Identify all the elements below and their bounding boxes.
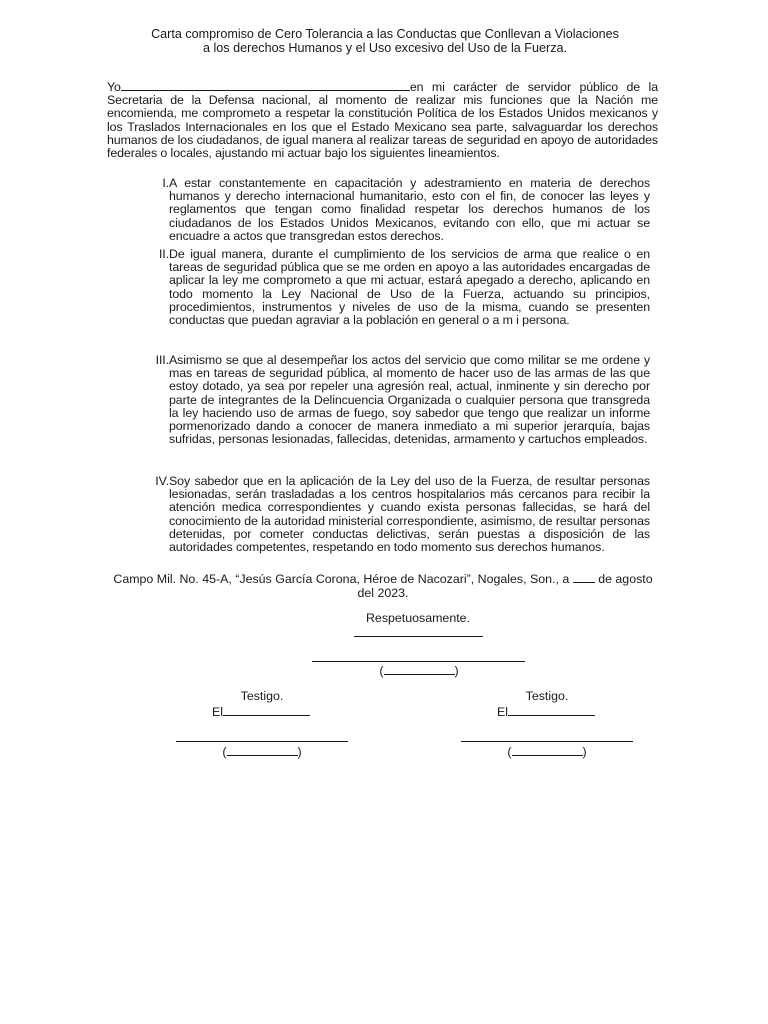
- witness-2-rank: El: [497, 705, 599, 719]
- witness-2-name-parentheses: ( ): [507, 745, 587, 759]
- guideline-item-3: [150, 354, 650, 446]
- intro-prefix: Yo: [107, 80, 121, 94]
- witness-1-rank: El: [212, 705, 314, 719]
- item-number: III.: [155, 353, 169, 367]
- witness-1-label: Testigo.: [240, 689, 284, 703]
- guideline-item-1: [150, 177, 650, 243]
- item-number: II.: [158, 247, 169, 261]
- item-text: Asimismo se que al desempeñar los actos del servicio que como militar se me ordene y mas en tareas de seguridad pública, al momento de hacer uso de las armas de las que estoy dotado, ya sea por repeler una agresión real, actual, inminente y sin derecho por parte de integrantes de la Delincuencia Organizada o cualquier persona que transgreda la ley haciendo uso de armas de fuego, soy sabedor que tengo que realizar un informe pormenorizado dando a conocer de manera inmediato a mi superior jerarquía, bajas sufridas, personas lesionadas, fallecidas, detenidas, armamento y cartuchos empleados.: [169, 353, 650, 447]
- place-date-line: [100, 572, 666, 600]
- guideline-item-4: [150, 475, 650, 554]
- document-title: [110, 27, 660, 55]
- respectfully-text: Respetuosamente.: [365, 611, 470, 625]
- intro-text: en mi carácter de servidor público de la Secretaria de la Defensa nacional, al momento de realizar mis funciones que la Nación me encomienda, me comprometo a respetar la constitución Política de los Estados Unidos mexicanos y los Traslados Internacionales en los que el Estado Mexicano sea parte, salvaguardar los derechos humanos de los ciudadanos, de igual manera al realizar tareas de seguridad en apoyo de autoridades federales o locales, ajustando mi actuar bajo los siguientes lineamientos.: [107, 80, 658, 161]
- rank-blank-line: [354, 636, 483, 637]
- witness-1-signature-line: [176, 741, 348, 742]
- item-number: IV.: [155, 474, 169, 488]
- main-name-parentheses: ( ): [379, 664, 459, 678]
- main-signature-line: [312, 661, 525, 662]
- guideline-item-2: [150, 248, 650, 327]
- title-line-1: Carta compromiso de Cero Tolerancia a las Conductas que Conllevan a Violaciones: [151, 27, 619, 41]
- place-text: Campo Mil. No. 45-A, “Jesús García Corona, Héroe de Nacozari”, Nogales, Son., a: [113, 572, 570, 586]
- item-number: I.: [162, 176, 169, 190]
- witness-1-name-parentheses: ( ): [222, 745, 302, 759]
- title-line-2: a los derechos Humanos y el Uso excesivo del Uso de la Fuerza.: [203, 41, 567, 55]
- item-text: Soy sabedor que en la aplicación de la Ley del uso de la Fuerza, de resultar personas lesionadas, serán trasladadas a los centros hospitalarios más cercanos para recibir la atención medica correspondientes y cuando exista personas fallecidas, se hará del conocimiento de la autoridad ministerial correspondiente, asimismo, de resultar personas detenidas, por cometer conductas delictivas, serán puestas a disposición de las autoridades competentes, respetando en todo momento sus derechos humanos.: [169, 474, 650, 555]
- item-text: A estar constantemente en capacitación y adestramiento en materia de derechos humanos y derecho internacional humanitario, esto con el fin, de conocer las leyes y reglamentos que tengan como finalidad respetar los derechos humanos de los ciudadanos de los Estados Unidos Mexicanos, evitando con ello, que mi actuar se encuadre a actos que transgredan estos derechos.: [169, 176, 650, 243]
- name-blank-line: [121, 80, 410, 91]
- item-text: De igual manera, durante el cumplimiento de los servicios de arma que realice o en tareas de seguridad pública que se me orden en apoyo a las autoridades encargadas de aplicar la ley me comprometo a que mi actuar, estará apegado a derecho, aplicando en todo momento la Ley Nacional de Uso de la Fuerza, actuando su principios, procedimientos, instrumentos y niveles de uso de la misma, cuando se presenten conductas que puedan agraviar a la población en general o a m i persona.: [169, 247, 650, 328]
- witness-2-signature-line: [461, 741, 633, 742]
- day-blank-line: [573, 572, 595, 583]
- year-text: del 2023.: [357, 585, 409, 600]
- month-text: de agosto: [598, 572, 653, 586]
- intro-paragraph: [107, 80, 658, 160]
- witness-2-label: Testigo.: [525, 689, 569, 703]
